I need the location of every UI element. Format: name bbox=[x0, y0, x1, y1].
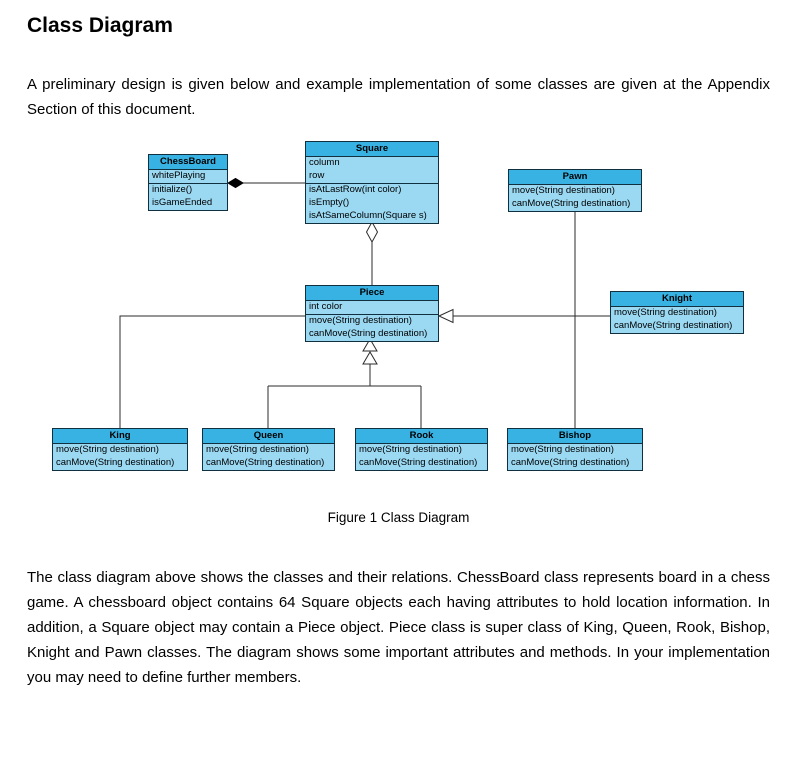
class-method: canMove(String destination) bbox=[56, 457, 175, 468]
class-attributes-section bbox=[149, 170, 227, 183]
intro-paragraph: A preliminary design is given below and example implementation of some classes are given at the Appendix Section of this document. bbox=[27, 76, 770, 118]
class-name: ChessBoard bbox=[149, 155, 227, 170]
figure-caption: Figure 1 Class Diagram bbox=[327, 510, 470, 525]
class-method: move(String destination) bbox=[309, 315, 412, 326]
generalization-arrow-icon bbox=[363, 352, 377, 364]
class-method: canMove(String destination) bbox=[614, 320, 733, 331]
class-box-piece bbox=[305, 285, 439, 342]
class-method: canMove(String destination) bbox=[512, 198, 631, 209]
aggregation-square-piece bbox=[367, 222, 378, 285]
class-method: isAtLastRow(int color) bbox=[309, 184, 402, 195]
composition-diamond-icon bbox=[228, 179, 243, 188]
aggregation-diamond-icon bbox=[367, 222, 378, 242]
class-method: move(String destination) bbox=[56, 444, 159, 455]
class-method: isEmpty() bbox=[309, 197, 350, 208]
class-method: canMove(String destination) bbox=[511, 457, 630, 468]
class-attribute: column bbox=[309, 157, 340, 168]
class-method: move(String destination) bbox=[511, 444, 614, 455]
class-name: Square bbox=[306, 142, 438, 157]
class-methods-section bbox=[203, 444, 334, 470]
class-attribute: int color bbox=[309, 301, 343, 312]
class-method: move(String destination) bbox=[359, 444, 462, 455]
class-box-king bbox=[52, 428, 188, 471]
generalization-queen-rook bbox=[268, 339, 421, 428]
class-diagram bbox=[0, 138, 797, 506]
class-attributes-section bbox=[306, 301, 438, 314]
class-method: canMove(String destination) bbox=[359, 457, 478, 468]
class-attribute: whitePlaying bbox=[152, 170, 206, 181]
class-box-knight bbox=[610, 291, 744, 334]
composition-chessboard-square bbox=[228, 179, 305, 188]
class-method: move(String destination) bbox=[206, 444, 309, 455]
class-methods-section bbox=[508, 444, 642, 470]
class-method: isAtSameColumn(Square s) bbox=[309, 210, 427, 221]
class-methods-section bbox=[306, 314, 438, 341]
class-method: move(String destination) bbox=[512, 185, 615, 196]
class-methods-section bbox=[149, 183, 227, 210]
generalization-arrow-icon bbox=[439, 310, 453, 323]
class-method: canMove(String destination) bbox=[309, 328, 428, 339]
class-methods-section bbox=[509, 185, 641, 211]
class-box-square bbox=[305, 141, 439, 224]
class-box-queen bbox=[202, 428, 335, 471]
class-name: Piece bbox=[306, 286, 438, 301]
class-methods-section bbox=[53, 444, 187, 470]
generalization-king bbox=[120, 316, 305, 428]
class-name: Rook bbox=[356, 429, 487, 444]
class-method: canMove(String destination) bbox=[206, 457, 325, 468]
body-paragraph: The class diagram above shows the classes and their relations. ChessBoard class represents board in a chess game. A chessboard object contains 64 Square objects each having attributes to hold location information. In addition, a Square object may contain a Piece object. Piece class is super class of King, Queen, Rook, Bishop, Knight and Pawn classes. The diagram shows some important attributes and methods. In your implementation you may need to define further members. bbox=[27, 569, 770, 686]
class-methods-section bbox=[611, 307, 743, 333]
class-methods-section bbox=[306, 183, 438, 223]
class-method: initialize() bbox=[152, 184, 193, 195]
class-name: King bbox=[53, 429, 187, 444]
page-title: Class Diagram bbox=[27, 14, 173, 37]
class-method: move(String destination) bbox=[614, 307, 717, 318]
generalization-pawn-knight-bishop bbox=[439, 210, 610, 428]
class-box-rook bbox=[355, 428, 488, 471]
class-name: Pawn bbox=[509, 170, 641, 185]
class-attribute: row bbox=[309, 170, 325, 181]
class-methods-section bbox=[356, 444, 487, 470]
class-method: isGameEnded bbox=[152, 197, 213, 208]
class-attributes-section bbox=[306, 157, 438, 183]
class-name: Queen bbox=[203, 429, 334, 444]
class-name: Bishop bbox=[508, 429, 642, 444]
class-name: Knight bbox=[611, 292, 743, 307]
class-box-chessboard bbox=[148, 154, 228, 211]
class-box-bishop bbox=[507, 428, 643, 471]
class-box-pawn bbox=[508, 169, 642, 212]
